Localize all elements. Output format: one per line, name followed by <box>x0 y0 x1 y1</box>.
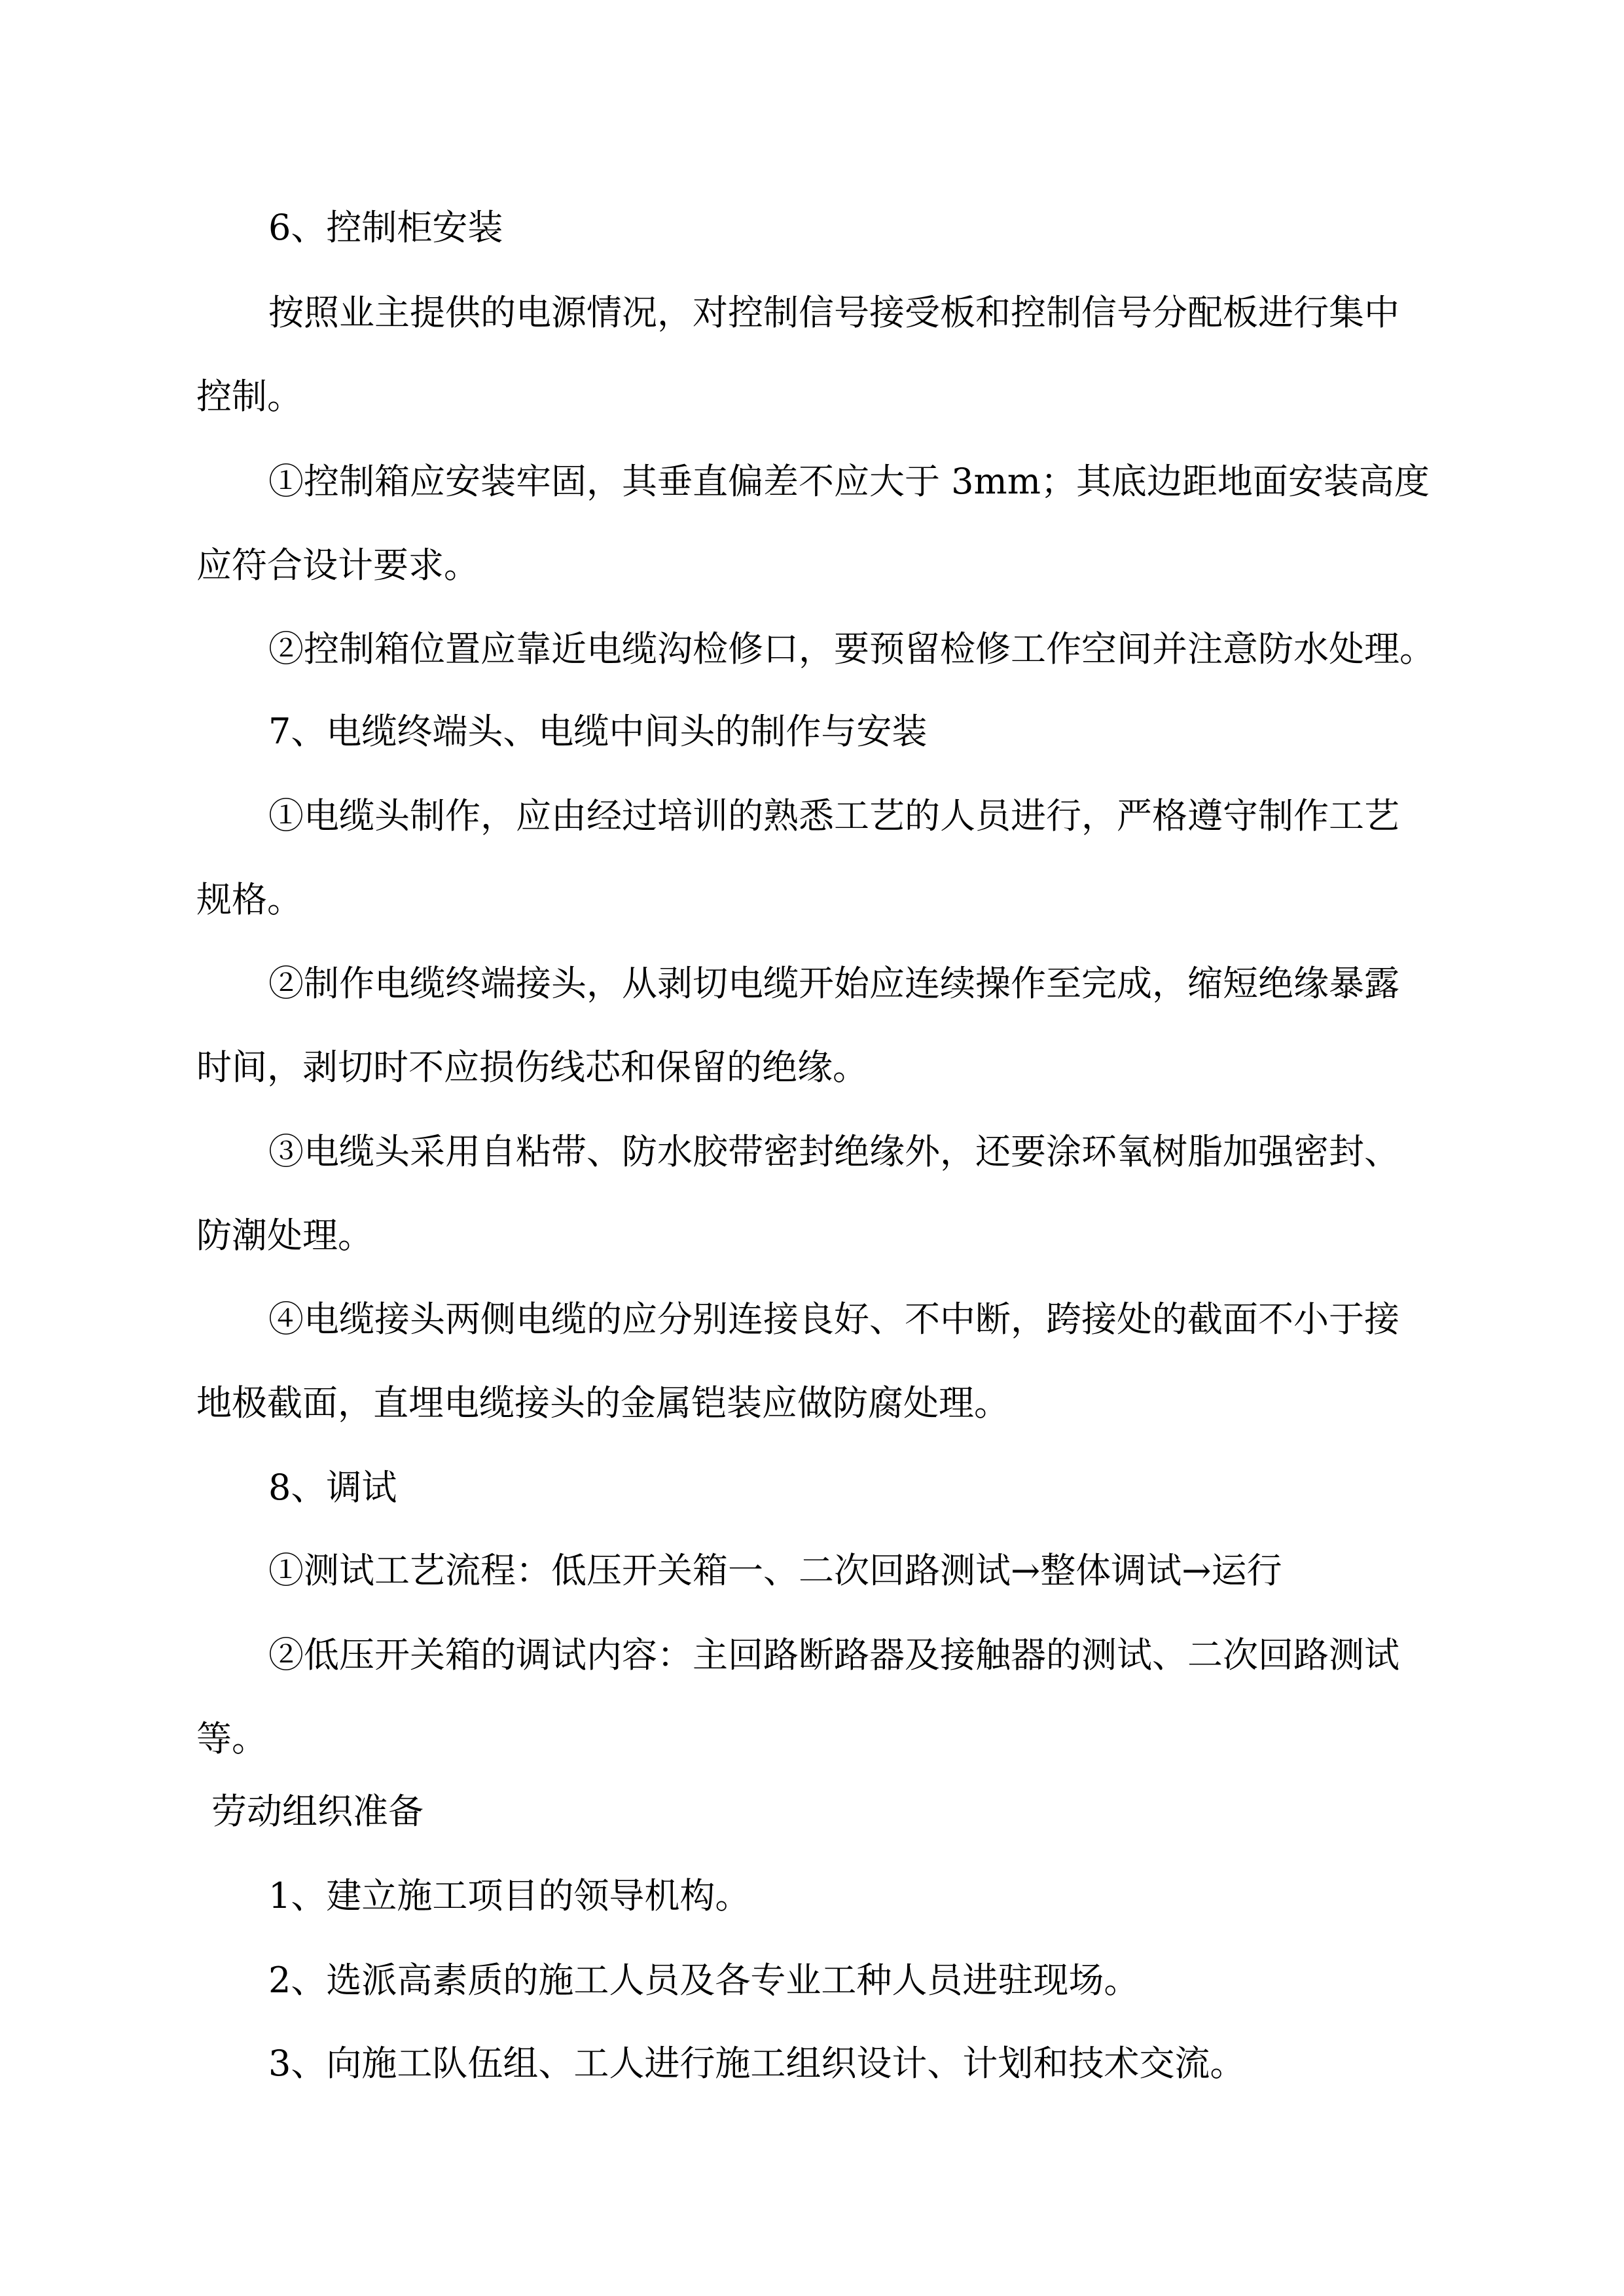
labor-item-1: 1、建立施工项目的领导机构。 <box>268 1875 751 1916</box>
section-6-item-1-line-1: ①控制箱应安装牢固，其垂直偏差不应大于 3mm；其底边距地面安装高度 <box>268 461 1430 502</box>
section-7-item-2-line-1: ②制作电缆终端接头，从剥切电缆开始应连续操作至完成，缩短绝缘暴露 <box>268 963 1399 1004</box>
section-8-heading: 8、调试 <box>268 1467 397 1508</box>
section-7-item-3-line-1: ③电缆头采用自粘带、防水胶带密封绝缘外，还要涂环氧树脂加强密封、 <box>268 1131 1399 1172</box>
section-7-item-2-line-2: 时间，剥切时不应损伤线芯和保留的绝缘。 <box>196 1047 868 1088</box>
section-6-intro-line-2: 控制。 <box>196 376 302 417</box>
section-8-item-1: ①测试工艺流程：低压开关箱一、二次回路测试→整体调试→运行 <box>268 1550 1282 1591</box>
section-6-intro-line-1: 按照业主提供的电源情况，对控制信号接受板和控制信号分配板进行集中 <box>268 292 1399 333</box>
section-6-item-2: ②控制箱位置应靠近电缆沟检修口，要预留检修工作空间并注意防水处理。 <box>268 628 1435 670</box>
section-7-item-4-line-1: ④电缆接头两侧电缆的应分别连接良好、不中断，跨接处的截面不小于接 <box>268 1299 1399 1340</box>
section-8-item-2-line-2: 等。 <box>196 1718 267 1759</box>
section-7-item-4-line-2: 地极截面，直埋电缆接头的金属铠装应做防腐处理。 <box>196 1382 1009 1424</box>
labor-organization-heading: 劳动组织准备 <box>211 1791 424 1832</box>
labor-item-2: 2、选派高素质的施工人员及各专业工种人员进驻现场。 <box>268 1960 1140 2001</box>
section-6-heading: 6、控制柜安装 <box>268 207 503 248</box>
section-7-heading: 7、电缆终端头、电缆中间头的制作与安装 <box>268 711 928 752</box>
section-7-item-1-line-1: ①电缆头制作，应由经过培训的熟悉工艺的人员进行，严格遵守制作工艺 <box>268 795 1399 836</box>
section-7-item-1-line-2: 规格。 <box>196 879 302 920</box>
labor-item-3: 3、向施工队伍组、工人进行施工组织设计、计划和技术交流。 <box>268 2043 1246 2084</box>
section-7-item-3-line-2: 防潮处理。 <box>196 1215 373 1256</box>
section-8-item-2-line-1: ②低压开关箱的调试内容：主回路断路器及接触器的测试、二次回路测试 <box>268 1634 1399 1676</box>
section-6-item-1-line-2: 应符合设计要求。 <box>196 545 479 586</box>
